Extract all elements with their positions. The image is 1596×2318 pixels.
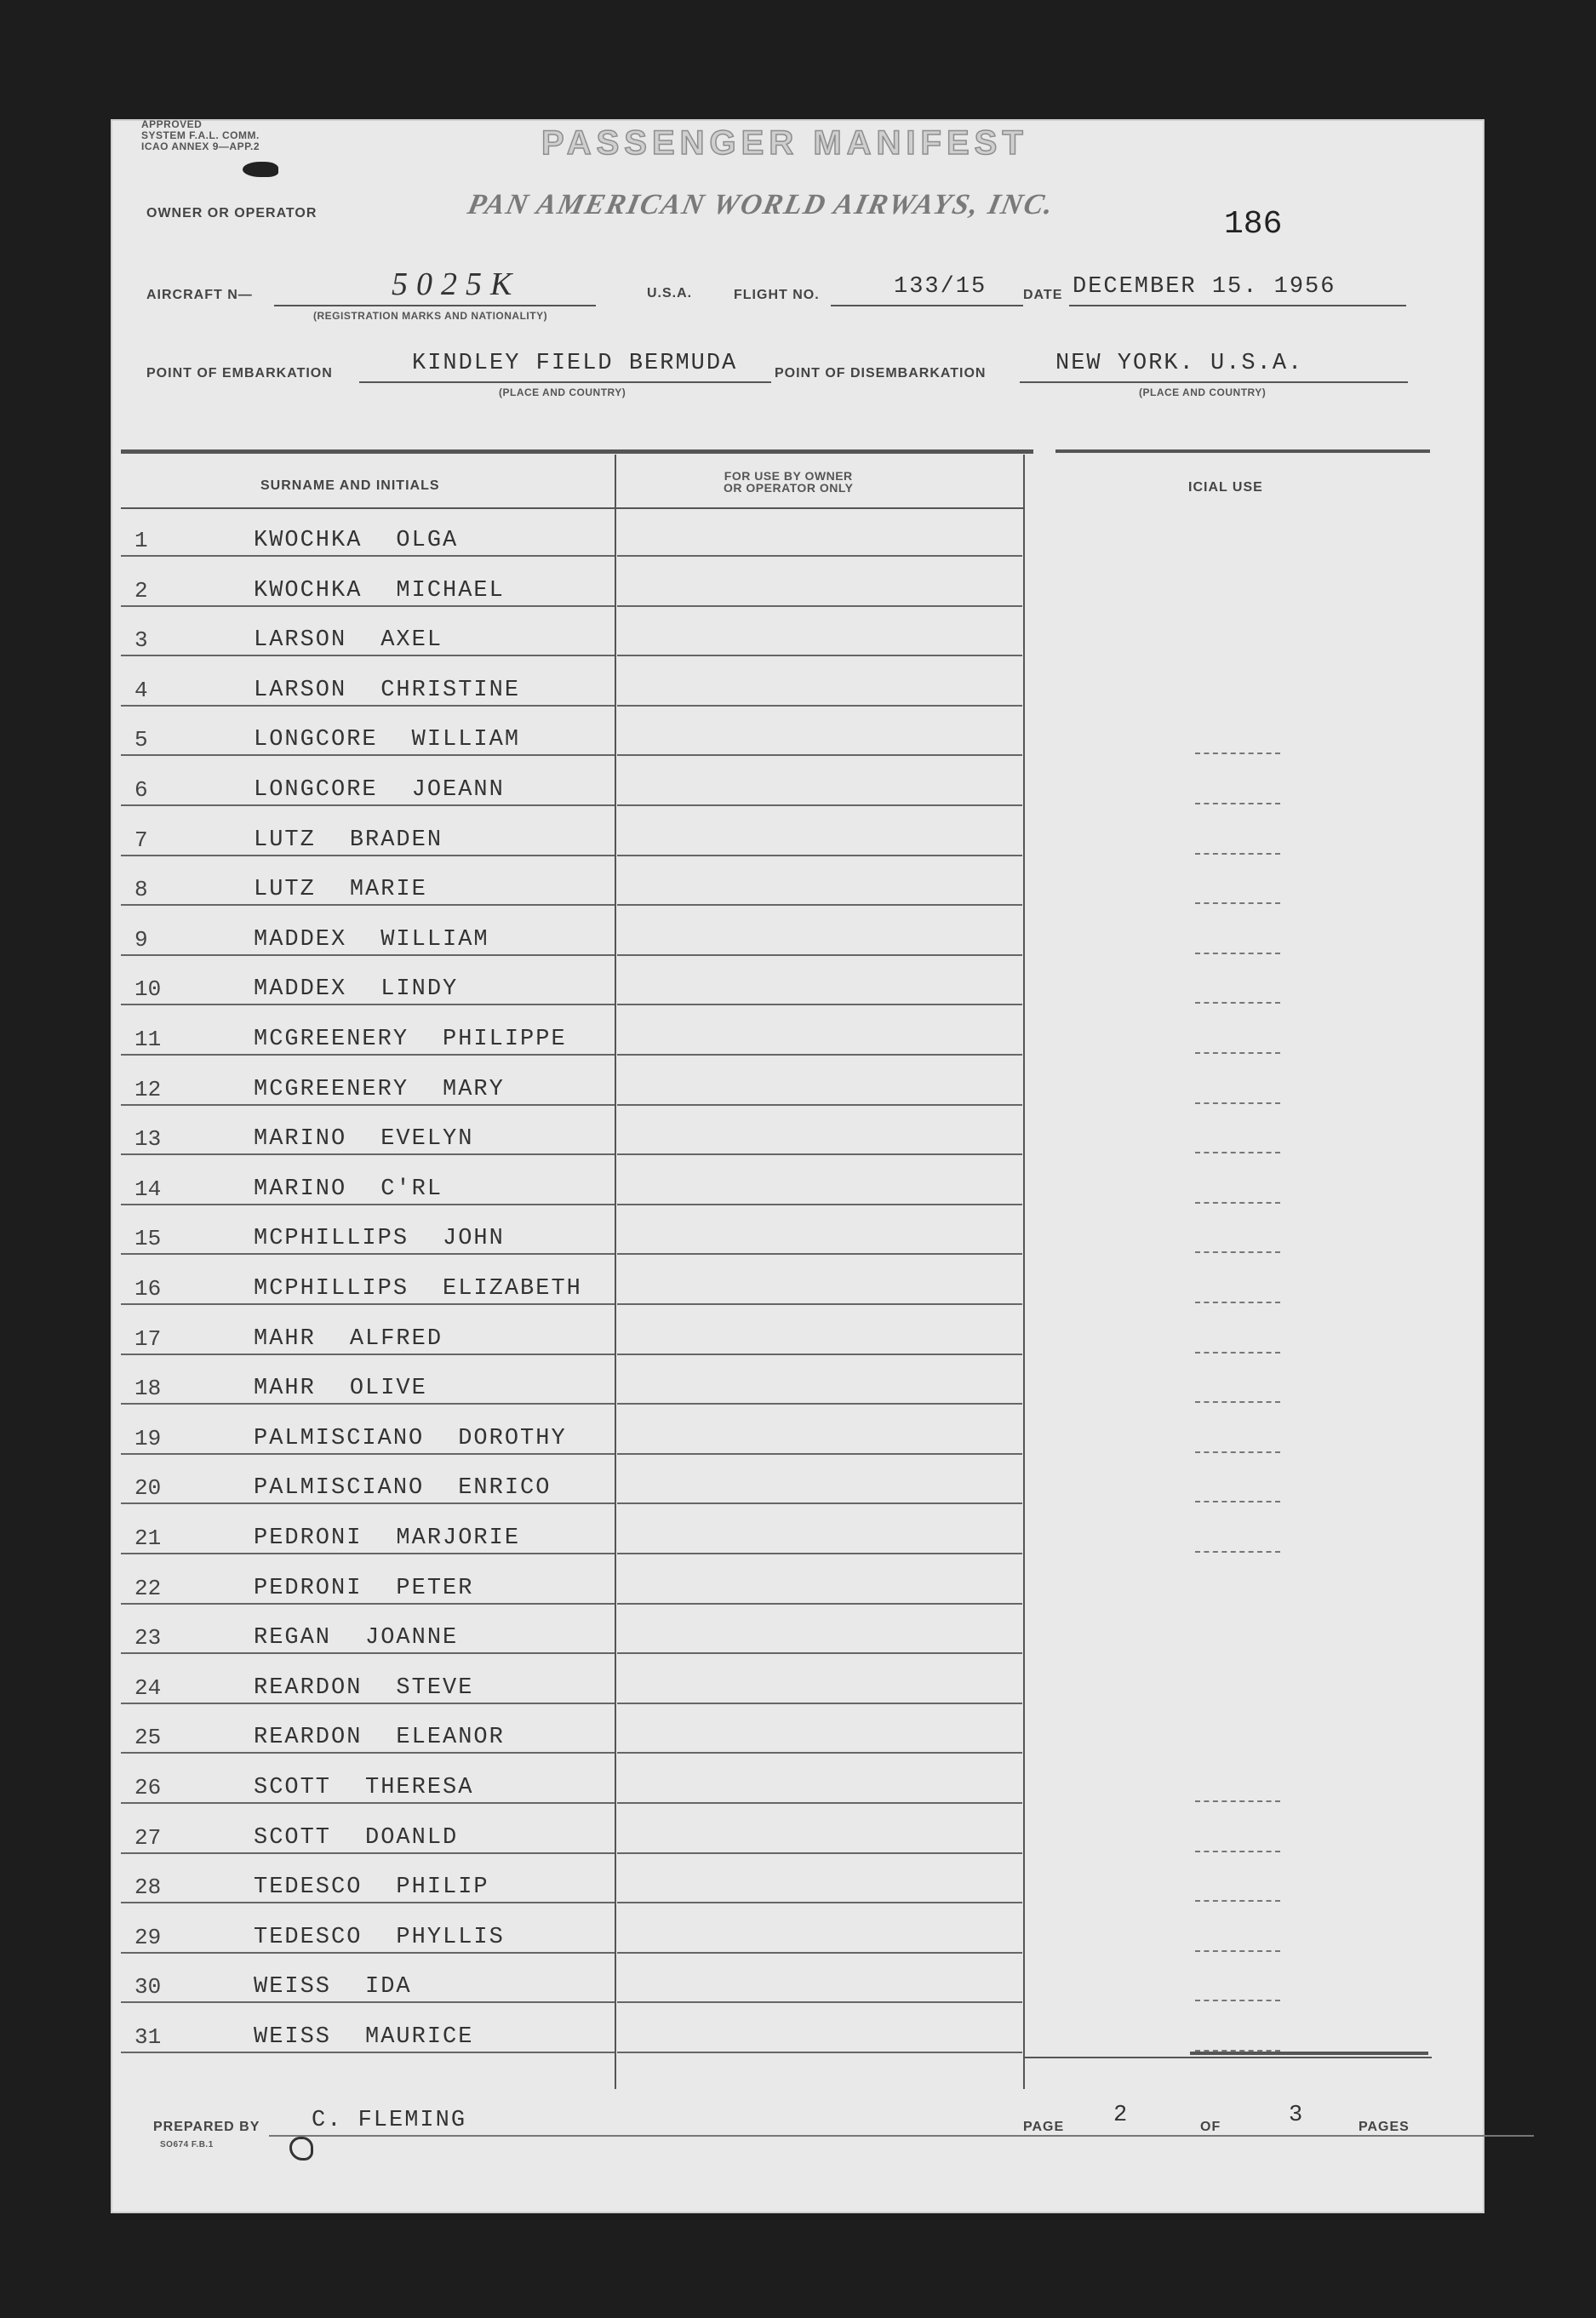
passenger-name [254, 777, 505, 803]
passenger-row [111, 1006, 1484, 1056]
row-number: 22 [134, 1575, 162, 1601]
passenger-surname: SCOTT [254, 1824, 332, 1851]
passenger-name [254, 1825, 458, 1851]
passenger-row [111, 607, 1484, 656]
passenger-row [111, 707, 1484, 756]
passenger-given-name: IDA [365, 1974, 412, 2000]
passenger-given-name: EVELYN [380, 1126, 474, 1153]
approval-block [141, 119, 260, 152]
row-number: 14 [134, 1176, 162, 1202]
embark-underline [359, 381, 771, 383]
page-label: PAGE [1023, 2120, 1065, 2134]
passenger-given-name: LINDY [380, 976, 459, 1003]
table-bottom-rule [1023, 2057, 1432, 2058]
passenger-row [111, 1904, 1484, 1954]
passenger-given-name: MICHAEL [396, 577, 505, 604]
passenger-name [254, 1775, 473, 1800]
passenger-given-name: MARY [443, 1076, 505, 1102]
passenger-surname: PEDRONI [254, 1525, 363, 1551]
passenger-given-name: STEVE [396, 1674, 474, 1701]
embark-label: POINT OF EMBARKATION [146, 366, 333, 381]
passenger-row [111, 1056, 1484, 1106]
passenger-row [111, 1306, 1484, 1355]
ink-blot [243, 162, 278, 177]
passenger-row [111, 956, 1484, 1005]
passenger-name [254, 1027, 567, 1052]
passenger-given-name: JOEANN [411, 777, 505, 803]
row-number: 1 [134, 528, 148, 553]
official-use-rule [1195, 1851, 1280, 1854]
passenger-row [111, 1854, 1484, 1903]
official-use-rule [1195, 1102, 1280, 1106]
form-number: SO674 F.B.1 [160, 2140, 214, 2149]
passenger-row [111, 1605, 1484, 1654]
official-use-rule [1195, 1950, 1280, 1954]
of-label: OF [1200, 2120, 1221, 2134]
table-top-rule [121, 449, 1033, 454]
passenger-given-name: ELEANOR [396, 1725, 505, 1751]
prepared-value: C. FLEMING [312, 2108, 467, 2133]
passenger-given-name: JOANNE [365, 1625, 459, 1651]
passenger-surname: MARINO [254, 1176, 347, 1202]
row-number: 2 [134, 577, 148, 604]
passenger-given-name: MARJORIE [396, 1525, 521, 1551]
passenger-name [254, 678, 520, 703]
passenger-name [254, 877, 427, 902]
passenger-row [111, 2004, 1484, 2053]
passenger-given-name: MARIE [349, 877, 427, 903]
passenger-surname: PALMISCIANO [254, 1475, 425, 1502]
row-rule [121, 2052, 615, 2053]
passenger-given-name: ELIZABETH [443, 1276, 582, 1302]
row-number: 28 [134, 1874, 162, 1901]
passenger-name [254, 1226, 505, 1251]
passenger-surname: LONGCORE [254, 777, 378, 803]
passenger-row [111, 1405, 1484, 1455]
passenger-given-name: PHYLLIS [396, 1924, 505, 1950]
row-number: 7 [134, 827, 148, 853]
passenger-given-name: WILLIAM [380, 926, 489, 953]
passenger-name [254, 1326, 443, 1352]
passenger-given-name: BRADEN [349, 827, 443, 853]
row-number: 25 [134, 1725, 162, 1751]
passenger-name [254, 727, 520, 753]
passenger-given-name: OLIVE [349, 1376, 427, 1402]
passenger-row [111, 1205, 1484, 1255]
passenger-row [111, 1505, 1484, 1554]
passenger-given-name: C'RL [380, 1176, 443, 1202]
flight-label: FLIGHT NO. [734, 288, 820, 302]
row-number: 4 [134, 677, 148, 703]
passenger-given-name: AXEL [380, 627, 443, 654]
date-value: DECEMBER 15. 1956 [1073, 274, 1336, 300]
passenger-surname: MCGREENERY [254, 1076, 409, 1102]
approval-line: APPROVED [141, 118, 203, 130]
row-number: 21 [134, 1525, 162, 1551]
col-header-owner [724, 470, 853, 494]
passenger-name [254, 1475, 551, 1501]
row-number: 27 [134, 1824, 162, 1851]
passenger-given-name: ENRICO [458, 1475, 552, 1502]
row-number: 8 [134, 877, 148, 903]
passenger-given-name: CHRISTINE [380, 677, 521, 703]
page-stamp: 186 [1224, 206, 1283, 243]
passenger-surname: MADDEX [254, 926, 347, 953]
passenger-name [254, 528, 458, 553]
passenger-row [111, 856, 1484, 906]
passenger-row [111, 558, 1484, 607]
passenger-name [254, 1974, 412, 2000]
row-number: 3 [134, 627, 148, 654]
passenger-surname: SCOTT [254, 1775, 332, 1800]
passenger-row [111, 1555, 1484, 1605]
row-number: 24 [134, 1674, 162, 1701]
official-use-rule [1195, 953, 1280, 956]
passenger-given-name: PHILIPPE [443, 1027, 567, 1052]
passenger-row [111, 1655, 1484, 1704]
owner-label: OWNER OR OPERATOR [146, 206, 317, 220]
passenger-surname: LUTZ [254, 877, 316, 903]
aircraft-underline [274, 305, 596, 306]
passenger-name [254, 1426, 567, 1451]
passenger-surname: MADDEX [254, 976, 347, 1003]
passenger-given-name: PHILIP [396, 1874, 489, 1901]
passenger-surname: LARSON [254, 627, 347, 654]
passenger-name [254, 1874, 489, 1900]
passenger-name [254, 1725, 505, 1750]
passenger-name [254, 1077, 505, 1102]
row-number: 5 [134, 727, 148, 753]
passenger-name [254, 976, 458, 1002]
passenger-name [254, 627, 443, 653]
passenger-row [111, 657, 1484, 707]
passenger-surname: LARSON [254, 677, 347, 703]
approval-line: ICAO ANNEX 9—APP.2 [141, 140, 260, 152]
passenger-row [111, 1156, 1484, 1205]
official-use-rule [1195, 1352, 1280, 1355]
passenger-row [111, 1704, 1484, 1754]
official-use-rule [1195, 1401, 1280, 1405]
row-number: 26 [134, 1775, 162, 1800]
passenger-surname: KWOCHKA [254, 528, 363, 553]
passenger-row [111, 757, 1484, 806]
passenger-name [254, 927, 489, 953]
passenger-surname: REARDON [254, 1725, 363, 1751]
passenger-surname: MCPHILLIPS [254, 1226, 409, 1252]
passenger-row [111, 1455, 1484, 1504]
row-number: 15 [134, 1226, 162, 1252]
passenger-given-name: PETER [396, 1575, 474, 1601]
passenger-name [254, 1376, 427, 1401]
passenger-surname: MAHR [254, 1325, 316, 1352]
official-bottom-rule [1190, 2052, 1428, 2055]
passenger-surname: WEISS [254, 1974, 332, 2000]
passenger-row [111, 507, 1484, 557]
of-value: 3 [1289, 2103, 1305, 2128]
official-use-rule [1195, 1501, 1280, 1504]
passenger-surname: MCGREENERY [254, 1027, 409, 1052]
passenger-given-name: WILLIAM [411, 727, 521, 753]
official-use-rule [1195, 1152, 1280, 1155]
official-use-rule [1195, 1451, 1280, 1455]
passenger-name [254, 1675, 473, 1701]
official-use-rule [1195, 902, 1280, 906]
page-value: 2 [1113, 2103, 1130, 2128]
row-number: 12 [134, 1076, 162, 1102]
passenger-given-name: DOANLD [365, 1824, 459, 1851]
passenger-given-name: ALFRED [349, 1325, 443, 1352]
official-use-rule [1195, 1800, 1280, 1804]
row-number: 30 [134, 1974, 162, 2000]
passenger-row [111, 1805, 1484, 1854]
passenger-row [111, 1355, 1484, 1405]
aircraft-sublabel: (REGISTRATION MARKS AND NATIONALITY) [313, 310, 548, 322]
owner-column-rule [617, 2052, 1022, 2053]
row-number: 11 [134, 1027, 162, 1052]
passenger-name [254, 1925, 505, 1950]
passenger-surname: LUTZ [254, 827, 316, 853]
official-use-rule [1195, 853, 1280, 856]
aircraft-label: AIRCRAFT N— [146, 288, 253, 302]
official-use-rule [1195, 1900, 1280, 1903]
disembark-label: POINT OF DISEMBARKATION [775, 366, 987, 381]
official-use-rule [1195, 1002, 1280, 1005]
approval-line: SYSTEM F.A.L. COMM. [141, 129, 260, 141]
passenger-surname: MCPHILLIPS [254, 1276, 409, 1302]
company-name: PAN AMERICAN WORLD AIRWAYS, INC. [465, 189, 1058, 220]
passenger-row [111, 1106, 1484, 1155]
passenger-given-name: DOROTHY [458, 1425, 567, 1451]
passenger-name [254, 578, 505, 604]
row-number: 16 [134, 1276, 162, 1302]
footer-underline [269, 2135, 1534, 2137]
passenger-name [254, 1525, 520, 1551]
row-number: 19 [134, 1425, 162, 1451]
passenger-surname: REGAN [254, 1625, 332, 1651]
row-number: 18 [134, 1376, 162, 1402]
passenger-given-name: MAURICE [365, 2024, 474, 2050]
passenger-given-name: OLGA [396, 528, 459, 553]
passenger-surname: MARINO [254, 1126, 347, 1153]
passenger-name [254, 1126, 473, 1152]
official-use-rule [1195, 803, 1280, 806]
col-header-surname: SURNAME AND INITIALS [260, 478, 440, 493]
signature-mark [289, 2137, 313, 2161]
passenger-row [111, 1256, 1484, 1305]
passenger-surname: KWOCHKA [254, 577, 363, 604]
passenger-given-name: JOHN [443, 1226, 505, 1252]
date-label: DATE [1023, 288, 1063, 302]
row-number: 29 [134, 1924, 162, 1950]
official-use-rule [1195, 1251, 1280, 1255]
passenger-row [111, 807, 1484, 856]
form-title: PASSENGER MANIFEST [541, 124, 1028, 162]
passenger-surname: LONGCORE [254, 727, 378, 753]
usa-label: U.S.A. [647, 286, 693, 300]
row-number: 17 [134, 1325, 162, 1352]
passenger-surname: PALMISCIANO [254, 1425, 425, 1451]
passenger-surname: TEDESCO [254, 1924, 363, 1950]
official-use-rule [1195, 1202, 1280, 1205]
official-use-rule [1195, 1302, 1280, 1305]
date-underline [1069, 305, 1406, 306]
passenger-name [254, 1576, 473, 1601]
passenger-name [254, 827, 443, 853]
passenger-surname: REARDON [254, 1674, 363, 1701]
passenger-name [254, 1625, 458, 1651]
passenger-row [111, 1754, 1484, 1804]
passenger-given-name: THERESA [365, 1775, 474, 1800]
embark-value: KINDLEY FIELD BERMUDA [412, 351, 738, 376]
col-header-owner-line: FOR USE BY OWNER [724, 469, 853, 483]
pages-label: PAGES [1359, 2120, 1410, 2134]
official-use-rule [1195, 1052, 1280, 1056]
passenger-row [111, 1954, 1484, 2003]
passenger-name [254, 1276, 582, 1302]
row-number: 9 [134, 926, 148, 953]
official-use-rule [1195, 2000, 1280, 2003]
aircraft-value: 5025K [392, 266, 521, 302]
disembark-value: NEW YORK. U.S.A. [1055, 351, 1304, 376]
official-top-rule [1055, 449, 1430, 453]
official-use-rule [1195, 1551, 1280, 1554]
row-number: 23 [134, 1625, 162, 1651]
row-number: 13 [134, 1126, 162, 1153]
col-header-owner-line: OR OPERATOR ONLY [724, 481, 854, 495]
passenger-surname: MAHR [254, 1376, 316, 1402]
embark-sublabel: (PLACE AND COUNTRY) [499, 386, 626, 398]
disembark-underline [1020, 381, 1408, 383]
flight-value: 133/15 [894, 274, 987, 300]
passenger-name [254, 1176, 443, 1202]
row-number: 10 [134, 976, 162, 1003]
official-use-rule [1195, 753, 1280, 756]
passenger-row [111, 907, 1484, 956]
passenger-surname: TEDESCO [254, 1874, 363, 1901]
row-number: 31 [134, 2024, 162, 2050]
manifest-sheet [111, 119, 1484, 2213]
col-header-official: ICIAL USE [1188, 480, 1263, 495]
prepared-label: PREPARED BY [153, 2120, 260, 2134]
passenger-surname: PEDRONI [254, 1575, 363, 1601]
row-number: 20 [134, 1475, 162, 1502]
passenger-name [254, 2024, 473, 2050]
flight-underline [831, 305, 1023, 306]
passenger-surname: WEISS [254, 2024, 332, 2050]
row-number: 6 [134, 777, 148, 803]
disembark-sublabel: (PLACE AND COUNTRY) [1139, 386, 1267, 398]
